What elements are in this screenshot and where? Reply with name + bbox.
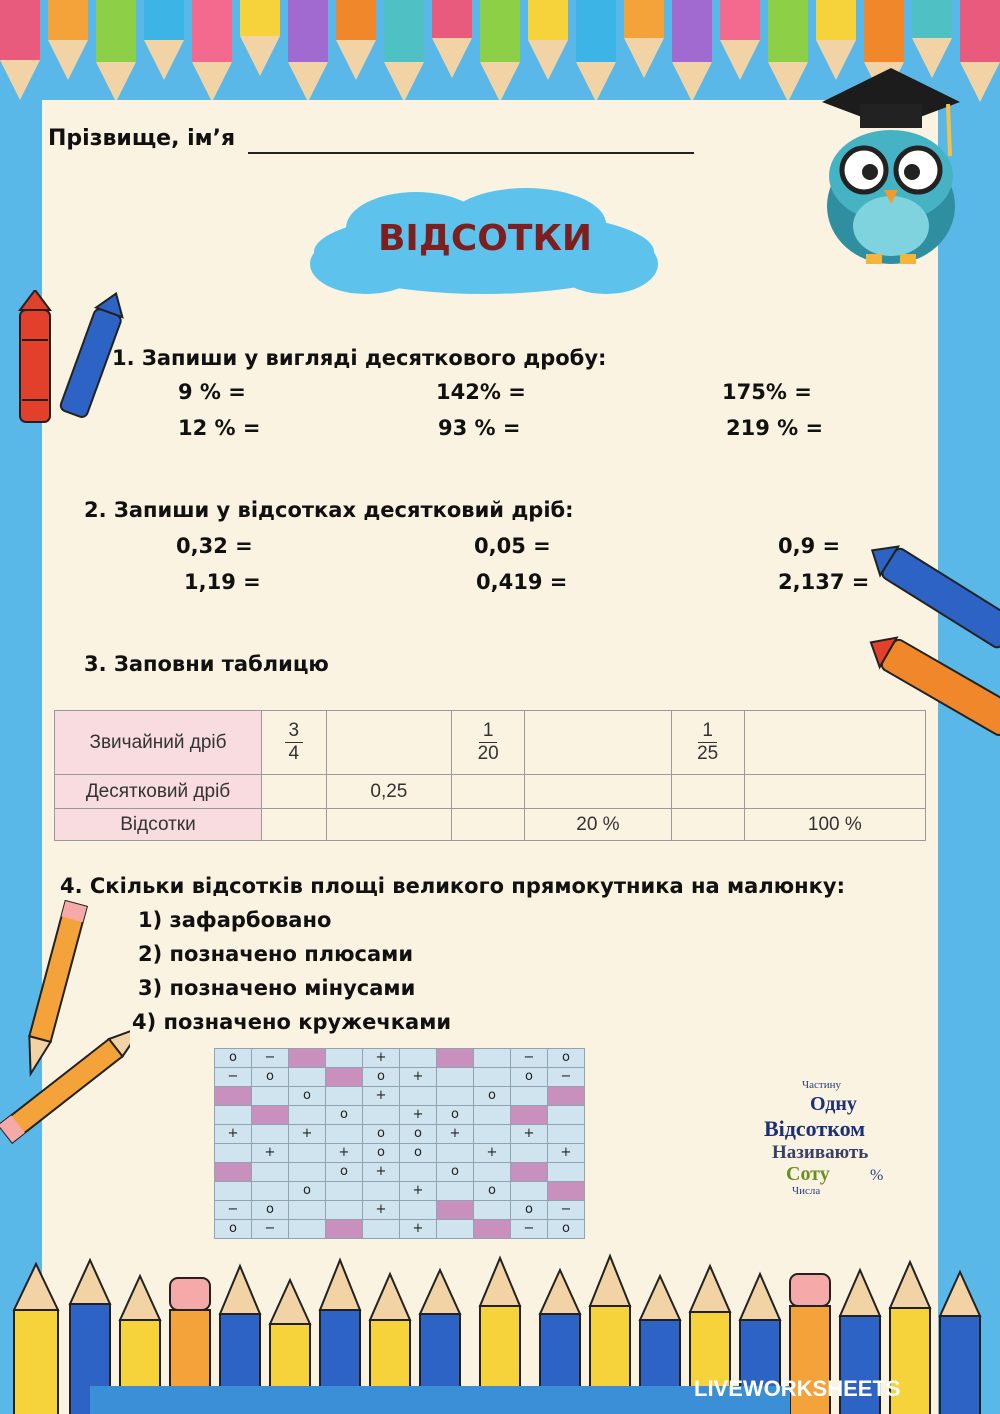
percent-cell: 100 % (744, 809, 925, 841)
grid-cell-shaded (252, 1106, 289, 1125)
answer-cell[interactable] (262, 775, 327, 809)
row-label: Десятковий дріб (55, 775, 262, 809)
grid-cell (252, 1163, 289, 1182)
grid-cell: + (326, 1144, 363, 1163)
fraction (697, 720, 718, 765)
grid-cell (215, 1182, 252, 1201)
grid-cell (474, 1106, 511, 1125)
fraction-denominator: 4 (288, 743, 300, 764)
answer-cell[interactable] (262, 809, 327, 841)
grid-cell: + (363, 1087, 400, 1106)
row-label: Звичайний дріб (55, 711, 262, 775)
percent-cell: 20 % (525, 809, 671, 841)
grid-cell: o (252, 1068, 289, 1087)
wordcloud-word: Соту (786, 1163, 830, 1185)
task2-item: 0,05 = (474, 534, 551, 558)
grid-cell-shaded (511, 1163, 548, 1182)
grid-cell (363, 1182, 400, 1201)
task1-item: 219 % = (726, 416, 824, 440)
grid-cell (400, 1163, 437, 1182)
grid-cell: o (437, 1106, 474, 1125)
grid-cell (252, 1125, 289, 1144)
task1-item: 142% = (436, 380, 526, 404)
grid-row (215, 1125, 585, 1144)
crayons-left-icon (14, 290, 124, 440)
grid-row (215, 1163, 585, 1182)
answer-cell[interactable] (525, 775, 671, 809)
grid-cell: o (511, 1068, 548, 1087)
wordcloud-word: Числа (792, 1185, 821, 1197)
grid-row (215, 1068, 585, 1087)
grid-cell-shaded (326, 1068, 363, 1087)
grid-cell: + (400, 1182, 437, 1201)
grid-cell (289, 1144, 326, 1163)
grid-row (215, 1144, 585, 1163)
grid-cell (474, 1201, 511, 1220)
grid-cell: o (215, 1220, 252, 1239)
name-label: Прізвище, ім’я (48, 126, 236, 151)
grid-cell (400, 1201, 437, 1220)
fractions-row (55, 711, 926, 775)
grid-cell (474, 1163, 511, 1182)
owl-graduate-icon (820, 66, 962, 266)
grid-row (215, 1201, 585, 1220)
task1-item: 93 % = (438, 416, 521, 440)
word-cloud-speech-bubble (752, 1076, 922, 1246)
grid-cell (437, 1068, 474, 1087)
grid-cell (548, 1163, 585, 1182)
grid-cell (400, 1087, 437, 1106)
task2-item: 0,9 = (778, 534, 841, 558)
grid-cell: − (252, 1220, 289, 1239)
grid-cell (215, 1106, 252, 1125)
grid-cell (437, 1144, 474, 1163)
answer-cell[interactable] (671, 775, 744, 809)
grid-cell (437, 1087, 474, 1106)
grid-cell: − (215, 1068, 252, 1087)
grid-cell: − (548, 1068, 585, 1087)
grid-cell (252, 1182, 289, 1201)
grid-cell (363, 1220, 400, 1239)
grid-cell: − (215, 1201, 252, 1220)
wordcloud-word: Відсотком (764, 1116, 866, 1141)
grid-cell-shaded (437, 1201, 474, 1220)
grid-cell-shaded (548, 1182, 585, 1201)
task4-item: 4) позначено кружечками (132, 1010, 452, 1034)
grid-cell (326, 1125, 363, 1144)
grid-cell: + (400, 1220, 437, 1239)
answer-cell[interactable] (744, 775, 925, 809)
task2-item: 0,32 = (176, 534, 253, 558)
fraction-denominator: 20 (477, 743, 499, 764)
answer-cell[interactable] (671, 809, 744, 841)
grid-cell (289, 1106, 326, 1125)
answer-cell[interactable] (744, 711, 925, 775)
decimal-cell: 0,25 (326, 775, 451, 809)
grid-cell (215, 1144, 252, 1163)
grid-row (215, 1049, 585, 1068)
grid-cell: o (548, 1049, 585, 1068)
liveworksheets-watermark: LIVEWORKSHEETS (694, 1376, 901, 1401)
grid-cell: + (289, 1125, 326, 1144)
answer-cell[interactable] (326, 809, 451, 841)
answer-cell[interactable] (525, 711, 671, 775)
grid-cell: o (474, 1087, 511, 1106)
grid-cell: o (363, 1125, 400, 1144)
grid-cell (437, 1182, 474, 1201)
grid-cell: + (252, 1144, 289, 1163)
fraction-cell (671, 711, 744, 775)
grid-cell (548, 1125, 585, 1144)
grid-row (215, 1106, 585, 1125)
grid-cell: o (326, 1163, 363, 1182)
grid-cell: o (400, 1144, 437, 1163)
grid-cell (289, 1163, 326, 1182)
wordcloud-word: % (870, 1167, 884, 1184)
page-title: ВІДСОТКИ (377, 218, 593, 259)
decimals-row (55, 775, 926, 809)
task4-heading: 4. Скільки відсотків площі великого прямокутника на малюнку: (60, 874, 845, 898)
grid-cell: + (215, 1125, 252, 1144)
grid-cell: + (548, 1144, 585, 1163)
grid-cell-shaded (289, 1049, 326, 1068)
grid-cell (289, 1220, 326, 1239)
grid-row (215, 1220, 585, 1239)
task4-item: 1) зафарбовано (138, 908, 332, 932)
grid-cell: o (511, 1201, 548, 1220)
grid-row (215, 1182, 585, 1201)
grid-cell: + (363, 1201, 400, 1220)
grid-cell (289, 1068, 326, 1087)
percents-row (55, 809, 926, 841)
grid-row (215, 1087, 585, 1106)
pencils-left-icon (0, 900, 130, 1150)
grid-cell-shaded (437, 1049, 474, 1068)
answer-cell[interactable] (326, 711, 451, 775)
grid-cell: o (289, 1087, 326, 1106)
grid-cell (511, 1182, 548, 1201)
grid-cell (289, 1201, 326, 1220)
answer-cell[interactable] (452, 809, 525, 841)
grid-cell: o (474, 1182, 511, 1201)
fraction (285, 720, 304, 765)
grid-cell (252, 1087, 289, 1106)
area-grid (214, 1048, 585, 1239)
grid-cell: o (326, 1106, 363, 1125)
grid-cell-shaded (326, 1220, 363, 1239)
grid-cell (474, 1125, 511, 1144)
grid-cell: o (289, 1182, 326, 1201)
task1-item: 9 % = (178, 380, 246, 404)
name-input-line[interactable] (248, 152, 694, 154)
task1-item: 175% = (722, 380, 812, 404)
grid-cell: − (511, 1049, 548, 1068)
grid-cell: + (363, 1049, 400, 1068)
grid-cell-shaded (511, 1106, 548, 1125)
fraction (478, 720, 499, 765)
grid-cell: o (548, 1220, 585, 1239)
grid-cell: + (437, 1125, 474, 1144)
task1-item: 12 % = (178, 416, 261, 440)
grid-cell (326, 1087, 363, 1106)
grid-cell-shaded (215, 1163, 252, 1182)
grid-cell (363, 1106, 400, 1125)
grid-cell: + (400, 1068, 437, 1087)
grid-cell-shaded (215, 1087, 252, 1106)
grid-cell-shaded (548, 1087, 585, 1106)
grid-cell: + (400, 1106, 437, 1125)
wordcloud-word: Називають (772, 1142, 869, 1163)
fraction-numerator: 1 (479, 720, 498, 743)
answer-cell[interactable] (452, 775, 525, 809)
grid-cell: o (400, 1125, 437, 1144)
task2-heading: 2. Запиши у відсотках десятковий дріб: (84, 498, 574, 522)
fraction-cell (452, 711, 525, 775)
task2-item: 2,137 = (778, 570, 870, 594)
grid-cell (511, 1087, 548, 1106)
grid-cell: − (252, 1049, 289, 1068)
grid-cell: o (363, 1068, 400, 1087)
conversion-table (54, 710, 926, 841)
task2-item: 0,419 = (476, 570, 568, 594)
task2-item: 1,19 = (184, 570, 261, 594)
grid-cell: + (474, 1144, 511, 1163)
grid-cell (474, 1049, 511, 1068)
grid-cell (326, 1182, 363, 1201)
grid-cell (400, 1049, 437, 1068)
task3-heading: 3. Заповни таблицю (84, 652, 329, 676)
wordcloud-word: Частину (802, 1079, 841, 1091)
grid-cell (511, 1144, 548, 1163)
wordcloud-word: Одну (810, 1093, 857, 1115)
grid-cell-shaded (474, 1220, 511, 1239)
fraction-cell (262, 711, 327, 775)
grid-cell: o (363, 1144, 400, 1163)
task4-item: 2) позначено плюсами (138, 942, 414, 966)
grid-cell: o (437, 1163, 474, 1182)
grid-cell (326, 1201, 363, 1220)
grid-cell: − (511, 1220, 548, 1239)
fraction-denominator: 25 (697, 743, 719, 764)
grid-cell (326, 1049, 363, 1068)
grid-cell (548, 1106, 585, 1125)
grid-cell: o (215, 1049, 252, 1068)
grid-cell: − (548, 1201, 585, 1220)
grid-cell: + (363, 1163, 400, 1182)
grid-cell (474, 1068, 511, 1087)
fraction-numerator: 1 (698, 720, 717, 743)
grid-cell: + (511, 1125, 548, 1144)
area-grid-table (214, 1048, 585, 1239)
task4-item: 3) позначено мінусами (138, 976, 416, 1000)
task1-heading: 1. Запиши у вигляді десяткового дробу: (112, 346, 607, 370)
fraction-numerator: 3 (285, 720, 304, 743)
grid-cell (437, 1220, 474, 1239)
grid-cell: o (252, 1201, 289, 1220)
row-label: Відсотки (55, 809, 262, 841)
